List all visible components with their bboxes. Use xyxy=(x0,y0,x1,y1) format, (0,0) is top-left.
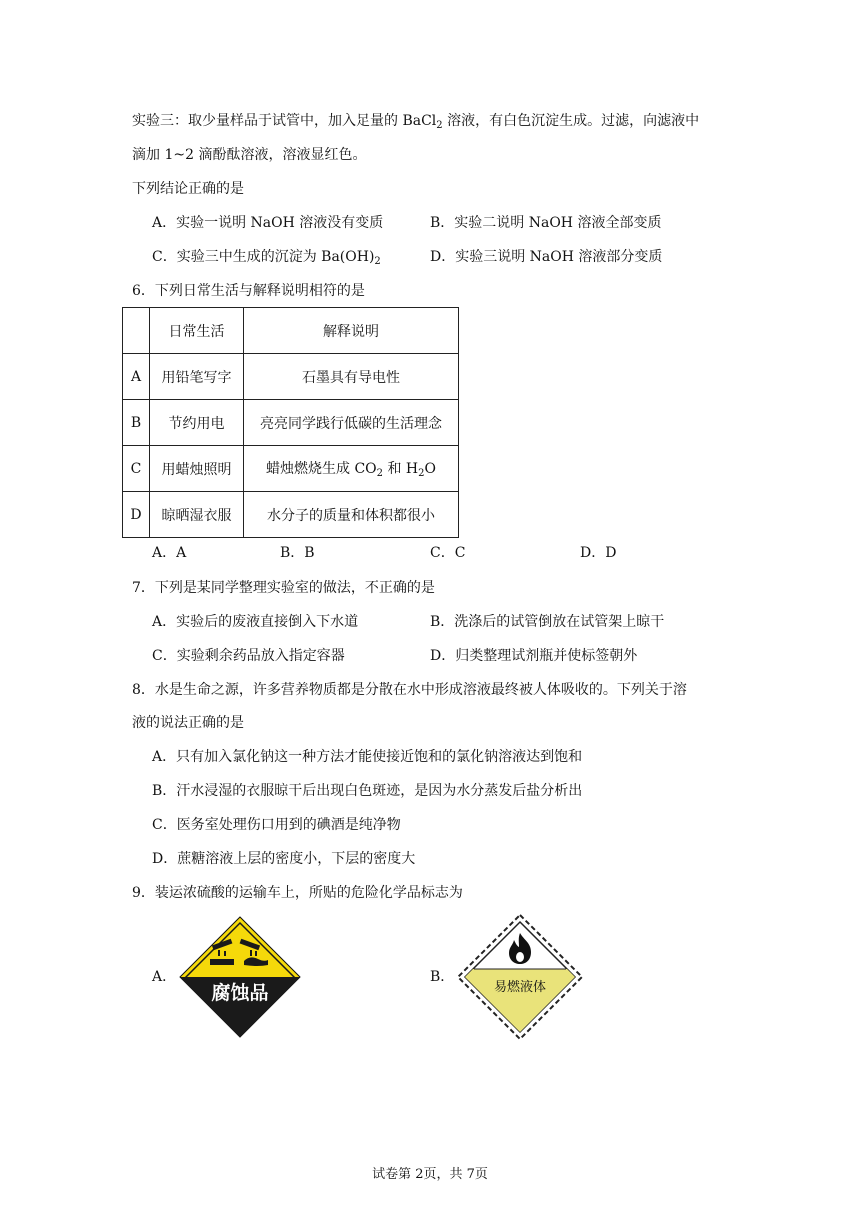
exp3-line1 xyxy=(132,111,699,136)
subscript: 2 xyxy=(376,468,384,479)
exp3-text-a: 实验三：取少量样品于试管中，加入足量的 BaCl xyxy=(132,113,437,129)
exp3-line2: 滴加 1~2 滴酚酞溶液，溶液显红色。 xyxy=(132,147,367,163)
row-key: D xyxy=(123,492,150,538)
table-header-cell xyxy=(123,308,150,354)
q6-option-d[interactable]: D．D xyxy=(580,545,617,561)
q8-option-a[interactable]: A．只有加入氯化钠这一种方法才能使接近饱和的氯化钠溶液达到饱和 xyxy=(152,749,583,765)
q7-option-c[interactable]: C．实验剩余药品放入指定容器 xyxy=(152,648,345,664)
row-explain: 石墨具有导电性 xyxy=(244,354,459,400)
q5-prompt: 下列结论正确的是 xyxy=(132,181,244,197)
q7-stem: 7．下列是某同学整理实验室的做法，不正确的是 xyxy=(132,580,435,596)
flammable-liquid-sign-icon[interactable] xyxy=(456,913,584,1041)
q5-option-c-text: C．实验三中生成的沉淀为 Ba(OH) xyxy=(152,249,375,265)
row-key: B xyxy=(123,400,150,446)
q6-table xyxy=(122,307,459,538)
q7-option-b[interactable]: B．洗涤后的试管倒放在试管架上晾干 xyxy=(430,614,665,630)
q8-option-d[interactable]: D．蔗糖溶液上层的密度小，下层的密度大 xyxy=(152,851,416,867)
table-row xyxy=(123,354,459,400)
row-explain: 亮亮同学践行低碳的生活理念 xyxy=(244,400,459,446)
q9-stem: 9．装运浓硫酸的运输车上，所贴的危险化学品标志为 xyxy=(132,885,463,901)
q5-option-c[interactable] xyxy=(152,247,381,272)
q9-option-b-label[interactable]: B． xyxy=(430,969,455,985)
table-header-cell: 日常生活 xyxy=(150,308,244,354)
subscript: 2 xyxy=(436,120,443,131)
q9-option-a-label[interactable]: A． xyxy=(152,969,177,985)
q5-option-b[interactable]: B．实验二说明 NaOH 溶液全部变质 xyxy=(430,215,662,231)
table-header-cell: 解释说明 xyxy=(244,308,459,354)
row-life: 晾晒湿衣服 xyxy=(150,492,244,538)
row-explain: 水分子的质量和体积都很小 xyxy=(244,492,459,538)
q6-option-c[interactable]: C．C xyxy=(430,545,466,561)
explain-text-c: O xyxy=(424,461,436,477)
q6-option-a[interactable]: A．A xyxy=(152,545,187,561)
row-key: C xyxy=(123,446,150,492)
exp3-text-b: 溶液，有白色沉淀生成。过滤，向滤液中 xyxy=(442,113,700,129)
table-row xyxy=(123,446,459,492)
row-life: 用蜡烛照明 xyxy=(150,446,244,492)
q8-option-b[interactable]: B．汗水浸湿的衣服晾干后出现白色斑迹，是因为水分蒸发后盐分析出 xyxy=(152,783,583,799)
flammable-sign-text: 易燃液体 xyxy=(493,979,547,994)
subscript: 2 xyxy=(374,256,381,267)
row-key: A xyxy=(123,354,150,400)
q8-stem-line1: 8．水是生命之源，许多营养物质都是分散在水中形成溶液最终被人体吸收的。下列关于溶 xyxy=(132,682,687,698)
table-row xyxy=(123,400,459,446)
q7-option-a[interactable]: A．实验后的废液直接倒入下水道 xyxy=(152,614,359,630)
page-footer: 试卷第 2页，共 7页 xyxy=(372,1167,488,1182)
q7-option-d[interactable]: D．归类整理试剂瓶并使标签朝外 xyxy=(430,648,638,664)
corrosive-sign-text: 腐蚀品 xyxy=(211,983,269,1004)
q5-option-d[interactable]: D．实验三说明 NaOH 溶液部分变质 xyxy=(430,249,663,265)
q5-option-a[interactable]: A．实验一说明 NaOH 溶液没有变质 xyxy=(152,215,384,231)
row-explain xyxy=(244,446,459,492)
q8-stem-line2: 液的说法正确的是 xyxy=(132,715,244,731)
table-row xyxy=(123,492,459,538)
table-header-row xyxy=(123,308,459,354)
subscript: 2 xyxy=(418,468,425,479)
q6-option-b[interactable]: B．B xyxy=(280,545,315,561)
row-life: 节约用电 xyxy=(150,400,244,446)
row-life: 用铅笔写字 xyxy=(150,354,244,400)
explain-text-b: 和 H xyxy=(383,461,419,477)
q8-option-c[interactable]: C．医务室处理伤口用到的碘酒是纯净物 xyxy=(152,817,401,833)
explain-text-a: 蜡烛燃烧生成 CO xyxy=(266,461,377,477)
corrosive-sign-icon[interactable] xyxy=(178,915,302,1039)
q6-stem: 6．下列日常生活与解释说明相符的是 xyxy=(132,283,365,299)
